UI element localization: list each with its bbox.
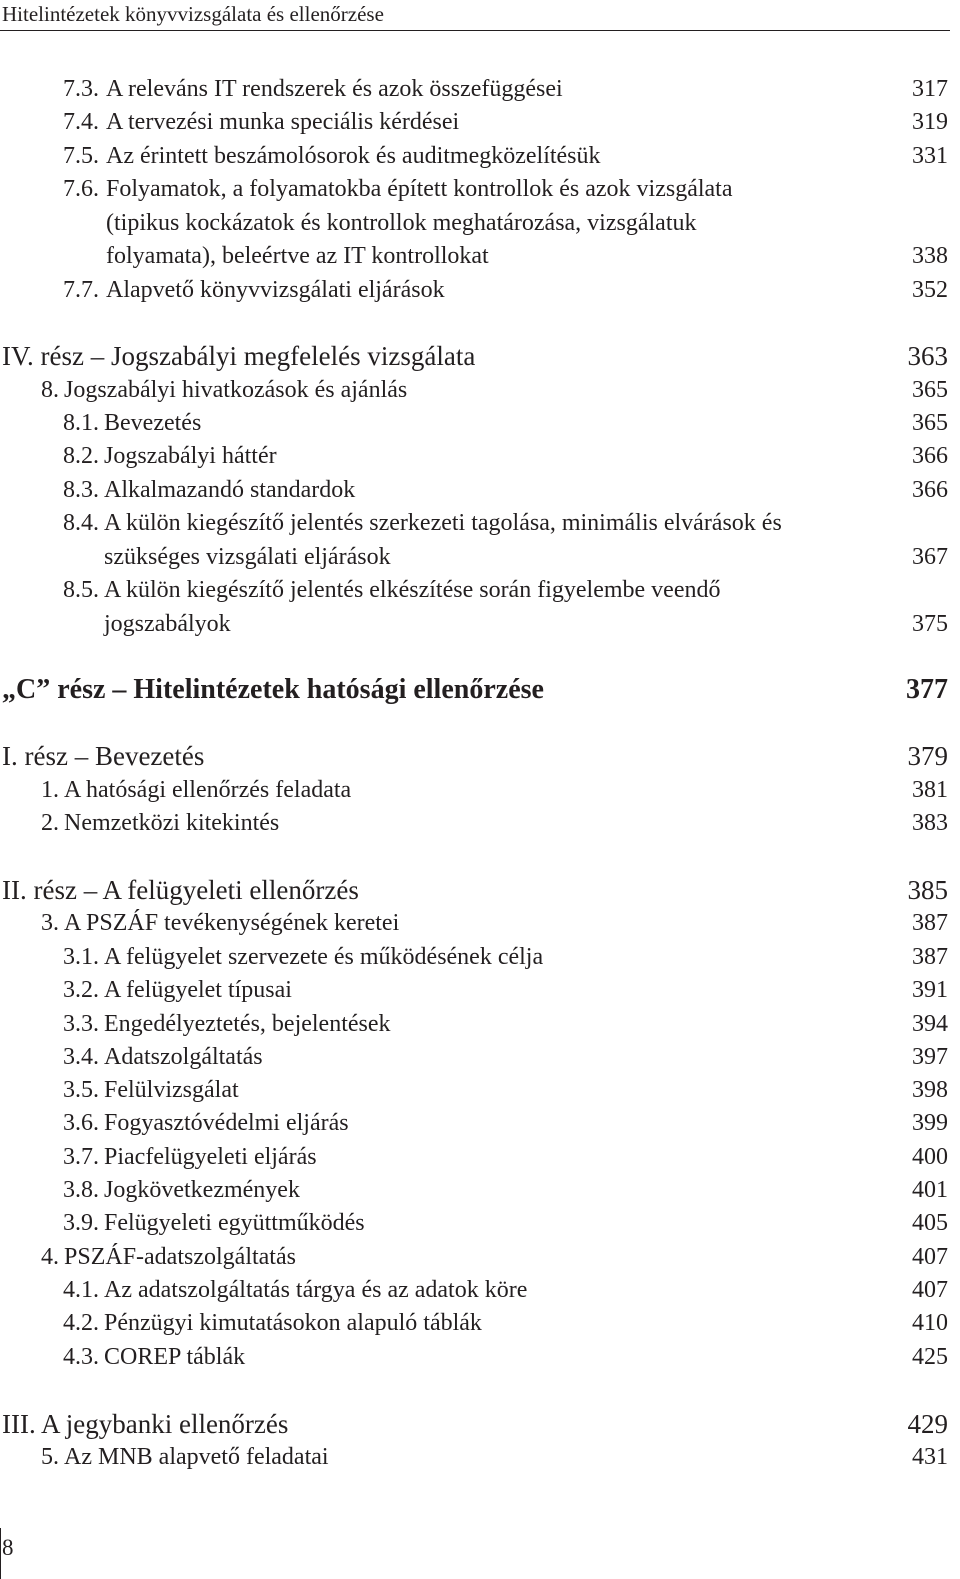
toc-entry-title: Fogyasztóvédelmi eljárás [104, 1110, 349, 1136]
toc-entry-page: 425 [912, 1344, 948, 1370]
toc-entry-page: 387 [912, 944, 948, 970]
toc-entry[interactable] [63, 1008, 948, 1042]
toc-entry[interactable] [63, 941, 948, 975]
toc-entry[interactable] [63, 1141, 948, 1175]
toc-entry-title: Felülvizsgálat [104, 1077, 239, 1103]
toc-entry-number: 8.4. [63, 510, 99, 536]
toc-entry-page: 331 [912, 143, 948, 169]
toc-entry-title: Az érintett beszámolósorok és auditmegközelítésük [106, 143, 601, 169]
running-header [0, 0, 950, 31]
toc-entry-page: 394 [912, 1011, 948, 1037]
toc-entry-page: 407 [912, 1244, 948, 1270]
toc-entry-number: 3.4. [63, 1044, 99, 1070]
toc-entry[interactable] [63, 1274, 948, 1308]
toc-entry-number: 5. [41, 1444, 59, 1470]
page-number: 8 [2, 1535, 14, 1560]
toc-entry[interactable] [63, 1307, 948, 1341]
toc-entry-title: Felügyeleti együttműködés [104, 1210, 365, 1236]
toc-entry-title: Jogkövetkezmények [104, 1177, 300, 1203]
toc-part-title: II. rész – A felügyeleti ellenőrzés [2, 875, 359, 905]
toc-part-page: 385 [907, 875, 948, 905]
toc-entry[interactable] [41, 774, 948, 808]
toc-entry[interactable] [63, 1107, 948, 1141]
toc-entry-title: Engedélyeztetés, bejelentések [104, 1011, 391, 1037]
toc-entry-number: 4.2. [63, 1310, 99, 1336]
toc-entry-number: 3.8. [63, 1177, 99, 1203]
toc-entry-title: A külön kiegészítő jelentés elkészítése során figyelembe veendő jogszabályok [104, 577, 721, 637]
toc-entry-page: 317 [912, 76, 948, 102]
toc-entry-title: COREP táblák [104, 1344, 246, 1370]
toc-entry-page: 410 [912, 1310, 948, 1336]
toc-entry[interactable] [63, 1207, 948, 1241]
toc-entry[interactable] [63, 140, 948, 174]
toc-section-page: 377 [906, 674, 948, 705]
toc-entry-title: Az adatszolgáltatás tárgya és az adatok köre [104, 1277, 528, 1303]
toc-entry-page: 405 [912, 1210, 948, 1236]
toc-entry-title: Pénzügyi kimutatásokon alapuló táblák [104, 1310, 482, 1336]
toc-entry-page: 367 [912, 543, 948, 570]
toc-entry[interactable] [63, 507, 948, 574]
toc-entry-number: 8.1. [63, 410, 99, 436]
toc-entry[interactable] [41, 1241, 948, 1275]
toc-entry-number: 1. [41, 777, 59, 803]
page-number-rule [0, 1528, 1, 1579]
toc-entry-page: 319 [912, 109, 948, 135]
toc-entry-page: 401 [912, 1177, 948, 1203]
toc-entry[interactable] [63, 173, 948, 274]
toc-part-page: 379 [907, 741, 948, 771]
toc-entry[interactable] [41, 1441, 948, 1475]
toc-entry-title: Adatszolgáltatás [104, 1044, 263, 1070]
toc-entry-title: A tervezési munka speciális kérdései [106, 109, 460, 135]
toc-entry-title: A hatósági ellenőrzés feladata [64, 777, 352, 803]
toc-section-heading[interactable] [2, 672, 948, 708]
toc-entry[interactable] [41, 374, 948, 408]
toc-entry-number: 7.7. [63, 277, 99, 303]
toc-entry[interactable] [63, 574, 948, 641]
toc-part-title: I. rész – Bevezetés [2, 741, 205, 771]
toc-entry-number: 3.3. [63, 1011, 99, 1037]
toc-part-heading[interactable] [2, 739, 948, 773]
toc-entry-page: 366 [912, 443, 948, 469]
toc-entry-title: A felügyelet szervezete és működésének célja [104, 944, 544, 970]
toc-entry-title: PSZÁF-adatszolgáltatás [64, 1244, 296, 1270]
toc-entry[interactable] [63, 73, 948, 107]
toc-entry-title: Piacfelügyeleti eljárás [104, 1144, 317, 1170]
toc-entry-page: 400 [912, 1144, 948, 1170]
toc-entry-page: 387 [912, 910, 948, 936]
toc-entry[interactable] [63, 274, 948, 308]
toc-entry[interactable] [63, 1041, 948, 1075]
toc-entry-title: Nemzetközi kitekintés [64, 810, 280, 836]
toc-entry-page: 352 [912, 277, 948, 303]
toc-entry-page: 398 [912, 1077, 948, 1103]
toc-entry-title: Folyamatok, a folyamatokba épített kontrollok és azok vizsgálata (tipikus kockázatok és kontrollok meghatározása, vizsgálatuk folyamata), beleértve az IT kontrollokat [106, 176, 733, 269]
toc-entry-number: 3.6. [63, 1110, 99, 1136]
toc-part-page: 429 [907, 1409, 948, 1439]
toc-part-heading[interactable] [2, 873, 948, 907]
toc-entry[interactable] [41, 807, 948, 841]
toc-entry-number: 4.1. [63, 1277, 99, 1303]
toc-part-heading[interactable] [2, 1407, 948, 1441]
toc-entry-page: 381 [912, 777, 948, 803]
toc-part-page: 363 [907, 341, 948, 371]
toc-entry-number: 7.4. [63, 109, 99, 135]
toc-entry-number: 3.9. [63, 1210, 99, 1236]
toc-entry-page: 338 [912, 243, 948, 269]
toc-entry-page: 365 [912, 410, 948, 436]
toc-section-title: „C” rész – Hitelintézetek hatósági ellenőrzése [2, 674, 544, 705]
toc-entry-number: 2. [41, 810, 59, 836]
toc-entry-number: 4. [41, 1244, 59, 1270]
toc-entry-title: A külön kiegészítő jelentés szerkezeti tagolása, minimális elvárások és szükséges vizsgálati eljárások [104, 510, 782, 570]
toc-entry-page: 391 [912, 977, 948, 1003]
toc-entry-page: 365 [912, 377, 948, 403]
toc-entry-page: 399 [912, 1110, 948, 1136]
toc-entry-title: Jogszabályi hivatkozások és ajánlás [64, 377, 408, 403]
toc-entry-number: 4.3. [63, 1344, 99, 1370]
toc-part-heading[interactable] [2, 339, 948, 373]
toc-entry-title: Jogszabályi háttér [104, 443, 277, 469]
toc-entry-title: Alapvető könyvvizsgálati eljárások [106, 277, 445, 303]
toc-entry-number: 3. [41, 910, 59, 936]
toc-entry-title: A releváns IT rendszerek és azok összefüggései [106, 76, 563, 102]
toc-entry[interactable] [63, 474, 948, 508]
toc-entry-number: 8. [41, 377, 59, 403]
toc-entry-page: 397 [912, 1044, 948, 1070]
running-header-title: Hitelintézetek könyvvizsgálata és ellenőrzése [2, 2, 384, 26]
toc-entry[interactable] [63, 106, 948, 140]
toc-part-title: IV. rész – Jogszabályi megfelelés vizsgálata [2, 341, 476, 371]
toc-entry[interactable] [63, 1174, 948, 1208]
toc-entry[interactable] [63, 407, 948, 441]
toc-entry-page: 407 [912, 1277, 948, 1303]
toc-entry-number: 7.5. [63, 143, 99, 169]
toc-entry-number: 7.6. [63, 176, 99, 202]
toc-entry-title: Bevezetés [104, 410, 202, 436]
toc-entry-page: 375 [912, 610, 948, 637]
toc-entry[interactable] [63, 1074, 948, 1108]
toc-entry-title: Alkalmazandó standardok [104, 477, 356, 503]
toc-entry-number: 3.2. [63, 977, 99, 1003]
toc-entry-page: 431 [912, 1444, 948, 1470]
toc-entry-title: A PSZÁF tevékenységének keretei [64, 910, 400, 936]
toc-entry[interactable] [63, 974, 948, 1008]
toc-entry-number: 8.3. [63, 477, 99, 503]
toc-entry-number: 8.5. [63, 577, 99, 603]
toc-entry-page: 366 [912, 477, 948, 503]
toc-entry-number: 8.2. [63, 443, 99, 469]
toc-entry-title: Az MNB alapvető feladatai [64, 1444, 329, 1470]
toc-entry-number: 3.7. [63, 1144, 99, 1170]
toc-entry-title: A felügyelet típusai [104, 977, 292, 1003]
toc-entry-number: 3.5. [63, 1077, 99, 1103]
toc-entry-page: 383 [912, 810, 948, 836]
toc-entry[interactable] [41, 907, 948, 941]
toc-entry-number: 3.1. [63, 944, 99, 970]
toc-entry[interactable] [63, 440, 948, 474]
toc-entry[interactable] [63, 1341, 948, 1375]
toc-entry-number: 7.3. [63, 76, 99, 102]
toc-part-title: III. A jegybanki ellenőrzés [2, 1409, 289, 1439]
